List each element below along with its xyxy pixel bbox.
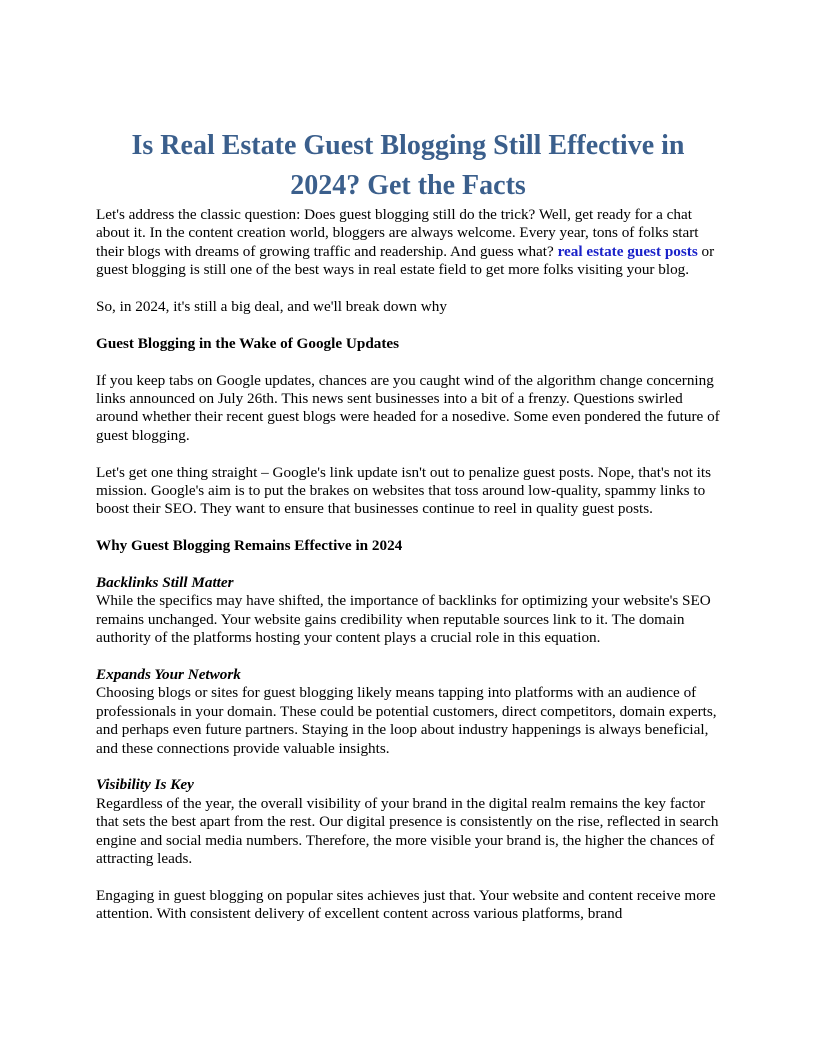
subsection-network — [96, 666, 720, 758]
document-body — [96, 206, 720, 942]
subsection-heading-network: Expands Your Network — [96, 666, 241, 684]
intro-text-before-link: Let's address the classic question: Does guest blogging still do the trick? Well, get ready for a chat about it. In the content creation world, bloggers are always welcome. Every year, tons of folks start their blogs with dreams of growing traffic and readership. And guess what? — [96, 206, 699, 260]
subsection-heading-visibility: Visibility Is Key — [96, 776, 194, 794]
real-estate-guest-posts-link[interactable]: real estate guest posts — [557, 242, 698, 260]
subsection-visibility — [96, 776, 720, 868]
section-heading-why-effective: Why Guest Blogging Remains Effective in 2024 — [96, 537, 403, 555]
subsection-text-backlinks: While the specifics may have shifted, the importance of backlinks for optimizing your website's SEO remains unchanged. Your website gains credibility when reputable sources link to it. The domain authority of the platforms hosting your content plays a crucial role in this equation. — [96, 592, 711, 647]
subsection-backlinks — [96, 574, 720, 648]
document-title: Is Real Estate Guest Blogging Still Effective in 2024? Get the Facts — [131, 130, 685, 201]
intro-paragraph — [96, 206, 720, 280]
google-paragraph-2: Let's get one thing straight – Google's link update isn't out to penalize guest posts. Nope, that's not its mission. Google's aim is to put the brakes on websites that toss around low-quality, spammy links to boost their SEO. They want to ensure that businesses continue to reel in quality guest posts. — [96, 463, 711, 518]
subsection-heading-backlinks: Backlinks Still Matter — [96, 574, 234, 592]
section-heading-google-updates: Guest Blogging in the Wake of Google Updates — [96, 334, 400, 352]
closing-paragraph: Engaging in guest blogging on popular sites achieves just that. Your website and content receive more attention. With consistent delivery of excellent content across various platforms, brand — [96, 886, 716, 923]
paragraph-2024: So, in 2024, it's still a big deal, and we'll break down why — [96, 298, 447, 316]
intro-text-after-link: or guest blogging is still one of the best ways in real estate field to get more folks visiting your blog. — [96, 242, 715, 279]
subsection-text-network: Choosing blogs or sites for guest blogging likely means tapping into platforms with an audience of professionals in your domain. These could be potential customers, direct competitors, domain experts, and perhaps even future partners. Staying in the loop about industry happenings is always beneficial, and these connections provide valuable insights. — [96, 684, 717, 757]
google-paragraph-1: If you keep tabs on Google updates, chances are you caught wind of the algorithm change concerning links announced on July 26th. This news sent businesses into a bit of a frenzy. Questions swirled around whether their recent guest blogs were headed for a nosedive. Some even pondered the future of guest blogging. — [96, 371, 720, 444]
subsection-text-visibility: Regardless of the year, the overall visibility of your brand in the digital realm remains the key factor that sets the best apart from the rest. Our digital presence is consistently on the rise, reflected in search engine and social media numbers. Therefore, the more visible your brand is, the higher the chances of attracting leads. — [96, 794, 719, 868]
